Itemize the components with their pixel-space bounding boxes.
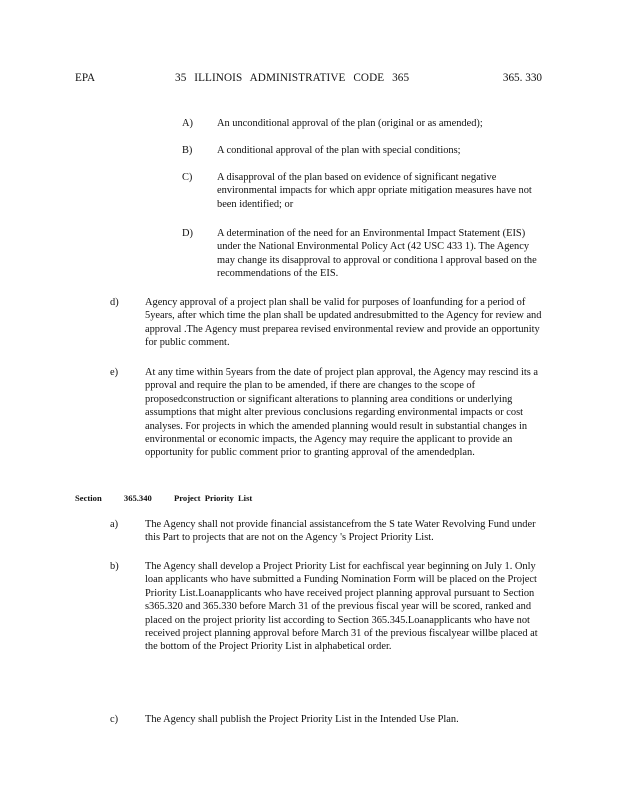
- item-text: An unconditional approval of the plan (original or as amended);: [217, 118, 483, 129]
- item-label: b): [110, 561, 119, 572]
- item-label: e): [110, 367, 119, 378]
- header-code-title: 35 ILLINOIS ADMINISTRATIVE CODE 365: [175, 72, 410, 84]
- item-label: C): [182, 172, 193, 183]
- section-word: Section: [75, 493, 102, 503]
- header-section-number: 365. 330: [502, 72, 542, 84]
- item-label: A): [182, 118, 193, 129]
- item-text: A conditional approval of the plan with special conditions;: [217, 145, 461, 156]
- item-label: d): [110, 297, 119, 308]
- section-title: Project Priority List: [173, 493, 253, 503]
- item-text: The Agency shall not provide financial assistancefrom the S tate Water Revolving Fund under this Part to projects that are not on the Agency 's Project Priority List.: [145, 519, 536, 544]
- item-text: At any time within 5years from the date of project plan approval, the Agency may rescind its a pproval and require the plan to be amended, if there are changes to the scope of proposedconstruction or significant alterations to planning area conditions or underlying assumptions that might alter previous conclusions regarding environmental impacts or cost analyses. For projects in which the amended planning would result in substantial changes in environmental or economic impacts, the Agency may require the applicant to provide an opportunity for public comment prior to granting approval of the amendedplan.: [145, 367, 538, 459]
- item-text: The Agency shall publish the Project Priority List in the Intended Use Plan.: [145, 714, 459, 725]
- item-label: c): [110, 714, 119, 725]
- item-label: D): [182, 228, 193, 239]
- item-text: A disapproval of the plan based on evidence of significant negative environmental impacts for which appr opriate mitigation measures have not been identified; or: [217, 172, 532, 210]
- item-text: A determination of the need for an Environmental Impact Statement (EIS) under the National Environmental Policy Act (42 USC 433 1). The Agency may change its disapproval to approval or conditiona l approval based on the recommendations of the EIS.: [217, 228, 537, 280]
- item-label: B): [182, 145, 193, 156]
- item-text: The Agency shall develop a Project Priority List for eachfiscal year beginning on July 1. Only loan applicants who have submitted a Funding Nomination Form will be placed on the Project Priority List.Loanapplicants who have received project planning approval pursuant to Section s365.320 and 365.330 before March 31 of the previous fiscal year will be scored, ranked and placed on the project priority list according to Section 365.345.Loanapplicants who have not received project planning approval before March 31 of the previous fiscalyear willbe placed at the bottom of the Project Priority List in alphabetical order.: [145, 561, 538, 653]
- header-agency: EPA: [75, 72, 96, 84]
- section-heading: [75, 493, 270, 503]
- item-text: Agency approval of a project plan shall be valid for purposes of loanfunding for a period of 5years, after which time the plan shall be updated andresubmitted to the Agency for review and approval .The Agency must preparea revised environmental review and provide an opportunity for public comment.: [145, 297, 542, 349]
- item-label: a): [110, 519, 119, 530]
- section-number: 365.340: [123, 493, 152, 503]
